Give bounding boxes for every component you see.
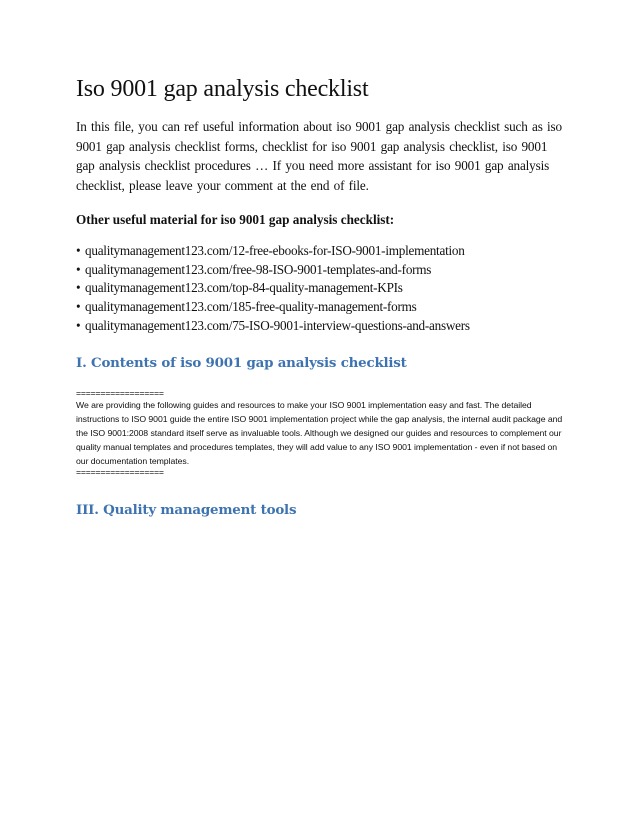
resource-link-item[interactable] [76,242,566,261]
section-1-heading: I. Contents of iso 9001 gap analysis checklist [76,354,407,371]
resource-link-text[interactable]: qualitymanagement123.com/12-free-ebooks-for-ISO-9001-implementation [85,243,465,258]
section-1-body-block [76,389,566,477]
resource-link-item[interactable] [76,261,566,280]
page-content [76,75,566,519]
resource-link-list [76,242,566,336]
section-3-heading: III. Quality management tools [76,501,297,518]
intro-paragraph: In this file, you can ref useful information about iso 9001 gap analysis checklist such as iso 9001 gap analysis checklist forms, checklist for iso 9001 gap analysis checklist, iso 9001 gap analysis checklist procedures … If you need more assistant for iso 9001 gap analysis checklist, please leave your comment at the end of file. [76,119,562,193]
resource-link-text[interactable]: qualitymanagement123.com/free-98-ISO-9001-templates-and-forms [85,261,432,277]
resource-link-text[interactable]: qualitymanagement123.com/185-free-quality-management-forms [85,299,417,315]
separator-line-bottom: ================== [76,467,164,477]
resource-link-item[interactable] [76,298,566,317]
document-title: Iso 9001 gap analysis checklist [76,76,369,102]
other-materials-heading: Other useful material for iso 9001 gap analysis checklist: [76,212,395,227]
bullet: • [76,280,81,296]
bullet: • [76,261,81,277]
bullet: • [76,243,81,258]
resource-link-item[interactable] [76,279,566,298]
bullet: • [76,317,81,333]
separator-line-top: ================== [76,388,164,398]
bullet: • [76,299,81,315]
resource-link-text[interactable]: qualitymanagement123.com/75-ISO-9001-interview-questions-and-answers [85,317,470,333]
section-1-body-text: We are providing the following guides and resources to make your ISO 9001 implementation easy and fast. The detailed instructions to ISO 9001 guide the entire ISO 9001 implementation project while the gap analysis, the internal audit package and the ISO 9001:2008 standard itself serve as invaluable tools. Although we designed our guides and resources to complement our quality manual templates and procedures templates, they will add value to any ISO 9001 implementation - even if not based on our documentation templates. [76,399,563,466]
resource-link-text[interactable]: qualitymanagement123.com/top-84-quality-management-KPIs [85,280,403,296]
resource-link-item[interactable] [76,317,566,336]
